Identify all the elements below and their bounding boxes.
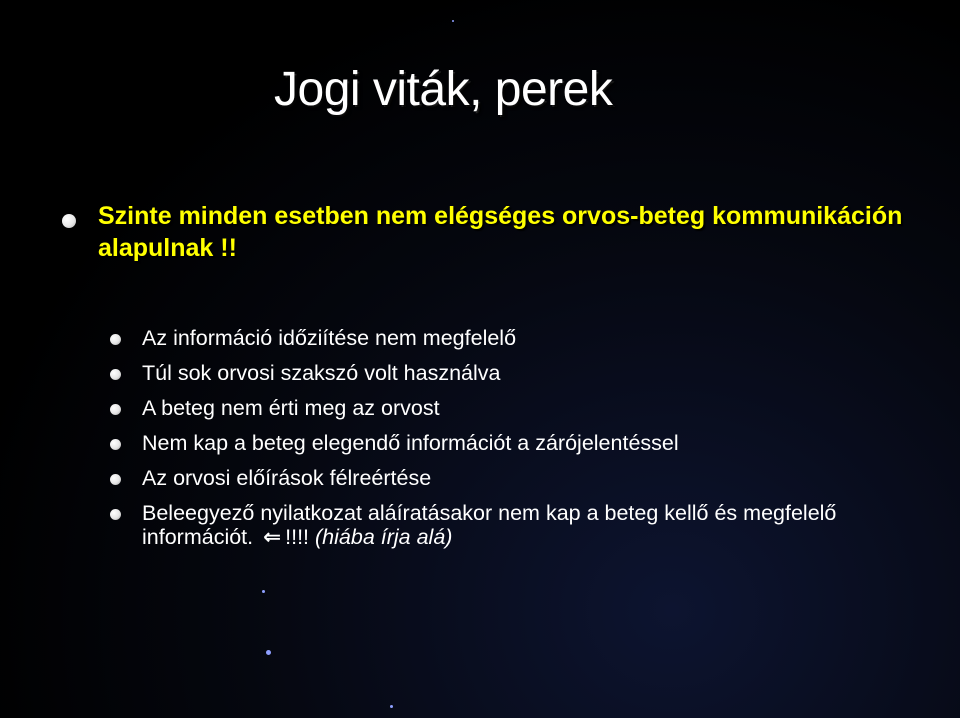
decorative-star <box>390 705 393 708</box>
list-item <box>110 431 910 455</box>
decorative-star <box>262 590 265 593</box>
list-item <box>110 361 910 385</box>
bullet-icon <box>110 439 121 450</box>
bullet-icon <box>62 214 76 228</box>
left-arrow-icon: ⇐ <box>263 525 282 549</box>
bullet-icon <box>110 404 121 415</box>
list-item <box>110 501 910 549</box>
italic-note: (hiába írja alá) <box>315 525 453 549</box>
decorative-star <box>452 20 454 22</box>
list-item-text: Nem kap a beteg elegendő információt a zárójelentéssel <box>142 431 679 455</box>
sub-bullet-list <box>110 326 910 560</box>
bullet-icon <box>110 369 121 380</box>
bullet-icon <box>110 474 121 485</box>
list-item-text: Túl sok orvosi szakszó volt használva <box>142 361 501 385</box>
list-item-text: Az orvosi előírások félreértése <box>142 466 432 490</box>
slide-title: Jogi viták, perek <box>274 63 613 116</box>
bullet-icon <box>110 509 121 520</box>
main-bullet-text: Szinte minden esetben nem elégséges orvos-beteg kommunikáción alapulnak !! <box>98 202 903 262</box>
exclamation-text: !!!! <box>285 525 310 549</box>
main-bullet <box>62 200 922 264</box>
list-item <box>110 396 910 420</box>
list-item-text: Az információ időziítése nem megfelelő <box>142 326 517 350</box>
list-item-text: Beleegyező nyilatkozat aláíratásakor nem kap a beteg kellő és megfelelő információt. <box>142 501 837 549</box>
list-item-text: A beteg nem érti meg az orvost <box>142 396 440 420</box>
decorative-star <box>266 650 271 655</box>
bullet-icon <box>110 334 121 345</box>
list-item <box>110 466 910 490</box>
list-item <box>110 326 910 350</box>
